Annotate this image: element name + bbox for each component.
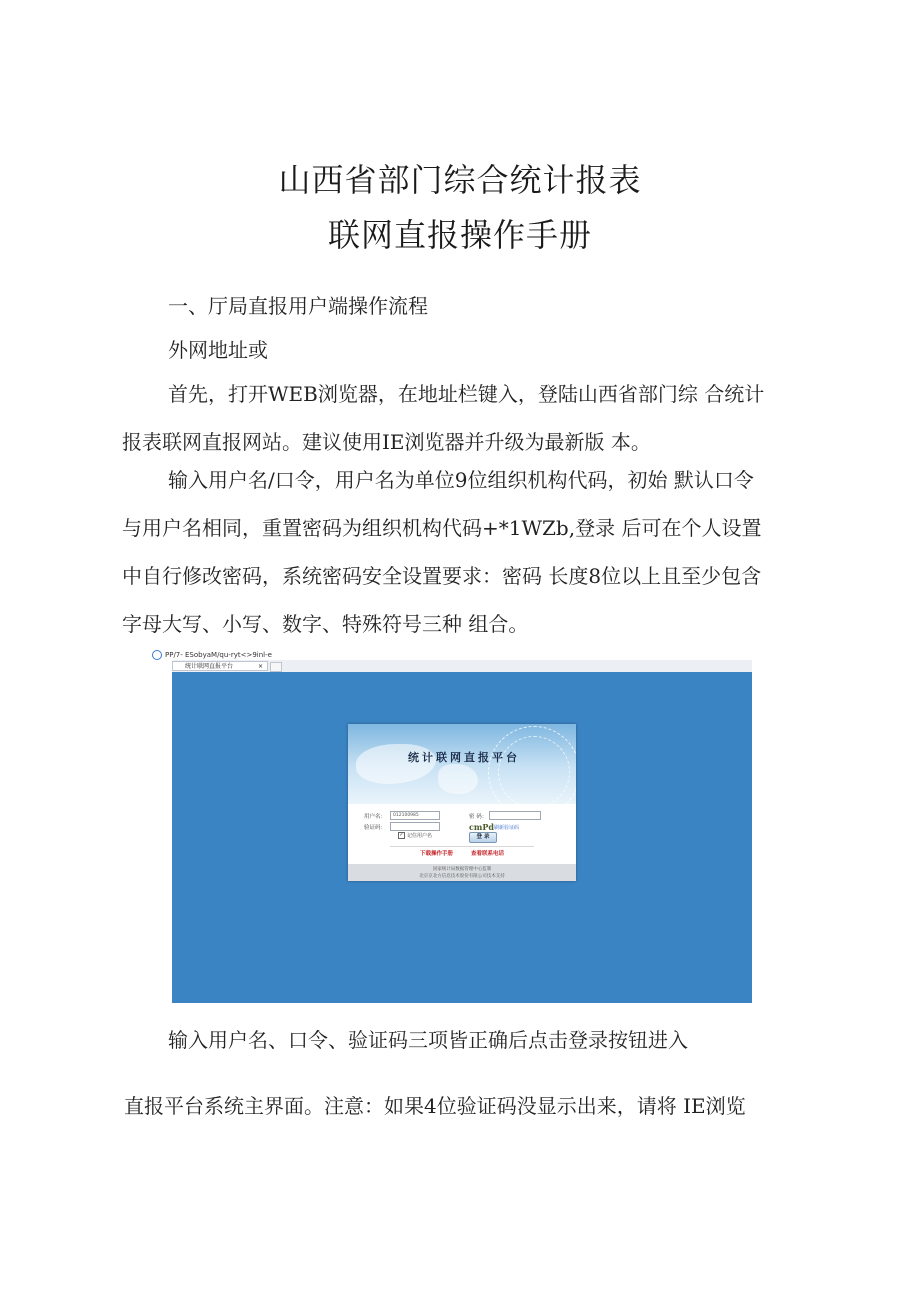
footer-line: 国家统计局数据管理中心监制 [432, 867, 492, 872]
credentials-paragraph [122, 456, 812, 648]
document-title-line1: 山西省部门综合统计报表 [278, 161, 642, 199]
login-banner [348, 724, 576, 804]
login-links [348, 849, 576, 857]
remember-checkbox [398, 832, 432, 839]
close-icon: × [257, 663, 263, 670]
paragraph-line: 字母大写、小写、数字、特殊符号三种 组合。 [122, 612, 529, 636]
download-manual-link: 下载操作手册 [419, 851, 453, 857]
new-tab-icon [270, 662, 282, 672]
paragraph-line: 外网地址或 [168, 338, 268, 362]
captcha-label: 验证码： [364, 825, 387, 831]
checkbox-icon: ✓ [399, 832, 404, 838]
contact-phone-link: 查看联系电话 [471, 851, 505, 857]
after-image-paragraph [122, 1016, 812, 1064]
address-paragraph [122, 326, 812, 374]
login-form [348, 804, 576, 864]
browser-tab [172, 661, 268, 671]
after-image-paragraph-2 [124, 1082, 814, 1130]
address-text: PP/7- ESobyaM/qu-ryt<>9inl-e [165, 651, 272, 659]
paragraph-line: 首先，打开WEB浏览器，在地址栏键入，登陆山西省部门综 合统计 [168, 382, 765, 406]
browser-viewport [172, 672, 752, 1003]
paragraph-line: 一、厅局直报用户端操作流程 [168, 294, 428, 318]
remember-label: 记住用户名 [407, 833, 433, 839]
document-title-line2: 联网直报操作手册 [327, 216, 592, 254]
globe-decoration [498, 736, 570, 804]
section-heading [122, 282, 812, 330]
paragraph-line: 报表联网直报网站。建议使用IE浏览器并升级为最新版 本。 [122, 430, 651, 454]
paragraph-line: 输入用户名/口令，用户名为单位9位组织机构代码，初始 默认口令 [168, 468, 754, 492]
password-label: 密 码： [469, 814, 488, 820]
login-panel [348, 724, 576, 881]
captcha-image: cmPd [469, 822, 494, 832]
open-browser-paragraph [122, 370, 812, 466]
login-title: 统计联网直报平台 [408, 751, 520, 764]
paragraph-line: 直报平台系统主界面。注意：如果4位验证码没显示出来，请将 IE浏览 [124, 1094, 746, 1118]
divider [390, 846, 534, 847]
footer-line: 北京京北方信息技术股份有限公司技术支持 [419, 874, 505, 879]
captcha-refresh-link: 刷新验证码 [494, 825, 520, 831]
tab-label: 统计联网直报平台 [185, 663, 234, 670]
browser-icon [152, 650, 162, 660]
login-button: 登 录 [469, 832, 497, 843]
paragraph-line: 与用户名相同，重置密码为组织机构代码+*1WZb,登录 后可在个人设置 [122, 516, 762, 540]
map-decoration [438, 764, 478, 794]
paragraph-line: 中自行修改密码，系统密码安全设置要求：密码 长度8位以上且至少包含 [122, 564, 762, 588]
username-label: 用户名： [364, 814, 387, 820]
password-field [489, 811, 541, 820]
captcha-field [390, 822, 440, 831]
paragraph-line: 输入用户名、口令、验证码三项皆正确后点击登录按钮进入 [168, 1028, 688, 1052]
username-field: 012100985 [390, 811, 440, 820]
embedded-screenshot [152, 646, 752, 1003]
login-footer [348, 864, 576, 881]
